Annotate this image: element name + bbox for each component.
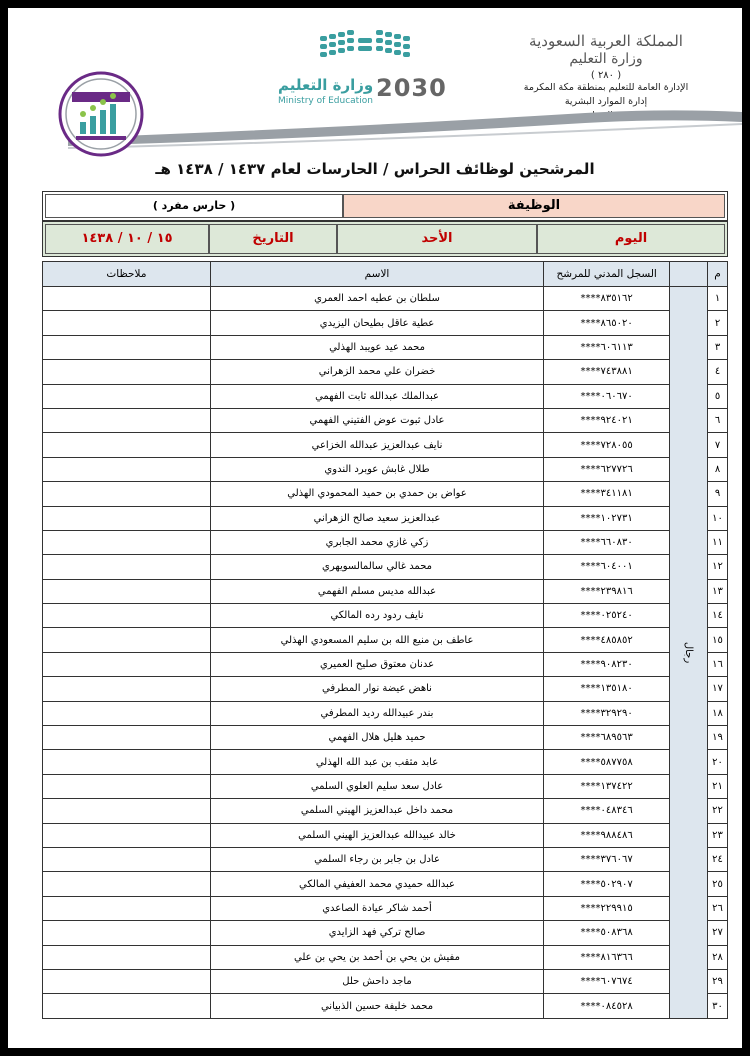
civil-id-cell: ****٣٢٩٢٩٠	[544, 701, 670, 725]
name-cell: خالد عبيدالله عبدالعزيز الهيني السلمي	[210, 823, 543, 847]
table-row	[43, 408, 728, 432]
name-cell: حميد هليل هلال الفهمي	[210, 726, 543, 750]
name-cell: عطية عاقل بطيحان اليزيدي	[210, 311, 543, 335]
job-info-row	[42, 191, 728, 221]
civil-id-cell: ****٥٨٧٧٥٨	[544, 750, 670, 774]
table-row	[43, 994, 728, 1018]
name-cell: خضران علي محمد الزهراني	[210, 360, 543, 384]
notes-cell	[43, 579, 211, 603]
name-cell: نايف عبدالعزيز عبدالله الخزاعي	[210, 433, 543, 457]
date-info-row	[42, 221, 728, 257]
civil-id-cell: ****٧٤٣٨٨١	[544, 360, 670, 384]
notes-cell	[43, 506, 211, 530]
name-cell: محمد داخل عبدالعزيز الهيني السلمي	[210, 799, 543, 823]
ministry-name: وزارة التعليم	[569, 51, 643, 67]
table-row	[43, 872, 728, 896]
notes-cell	[43, 701, 211, 725]
notes-cell	[43, 482, 211, 506]
civil-id-cell: ****٣٤١١٨١	[544, 482, 670, 506]
name-cell: عواض بن حمدي بن حميد المحمودي الهذلي	[210, 482, 543, 506]
table-row	[43, 311, 728, 335]
civil-id-cell: ****٢٣٩٨١٦	[544, 579, 670, 603]
notes-cell	[43, 921, 211, 945]
row-number: ٣	[708, 335, 728, 359]
table-row	[43, 457, 728, 481]
table-row	[43, 604, 728, 628]
header-civil-id: السجل المدني للمرشح	[544, 262, 670, 287]
notes-cell	[43, 896, 211, 920]
row-number: ٢٣	[708, 823, 728, 847]
job-label: الوظيفة	[343, 194, 725, 218]
table-row	[43, 506, 728, 530]
row-number: ٢٤	[708, 847, 728, 871]
table-row	[43, 360, 728, 384]
row-number: ١٤	[708, 604, 728, 628]
row-number: ٨	[708, 457, 728, 481]
row-number: ١٢	[708, 555, 728, 579]
notes-cell	[43, 433, 211, 457]
notes-cell	[43, 652, 211, 676]
table-row	[43, 335, 728, 359]
row-number: ١٩	[708, 726, 728, 750]
table-row	[43, 701, 728, 725]
name-cell: عابد مثقب بن عبد الله الهذلي	[210, 750, 543, 774]
table-row	[43, 823, 728, 847]
row-number: ١١	[708, 530, 728, 554]
civil-id-cell: ****١٠٢٧٣١	[544, 506, 670, 530]
row-number: ٢٩	[708, 969, 728, 993]
name-cell: سلطان بن عطيه احمد العمري	[210, 287, 543, 311]
name-cell: مفيش بن يحي بن أحمد بن يحي بن علي	[210, 945, 543, 969]
candidates-table	[42, 261, 728, 1019]
ministry-of-education-logo	[268, 30, 448, 110]
table-row	[43, 945, 728, 969]
civil-id-cell: ****٨٦٥٠٢٠	[544, 311, 670, 335]
name-cell: عبدالملك عبدالله ثابت الفهمي	[210, 384, 543, 408]
table-row	[43, 579, 728, 603]
vision-2030-mark: 2030	[376, 74, 447, 102]
hr-department-logo	[58, 66, 144, 162]
row-number: ٥	[708, 384, 728, 408]
name-cell: محمد خليفة حسين الذبياني	[210, 994, 543, 1018]
notes-cell	[43, 799, 211, 823]
table-row	[43, 726, 728, 750]
department-line: إدارة الموارد البشرية	[564, 96, 648, 107]
civil-id-cell: ****٠٢٥٢٤٠	[544, 604, 670, 628]
civil-id-cell: ****٦٠٤٠٠١	[544, 555, 670, 579]
notes-cell	[43, 872, 211, 896]
civil-id-cell: ****٩٨٨٤٨٦	[544, 823, 670, 847]
document-page	[8, 8, 742, 1048]
document-number: ( ٢٨٠ )	[590, 70, 622, 81]
notes-cell	[43, 457, 211, 481]
row-number: ١٨	[708, 701, 728, 725]
name-cell: عبدالله حميدي محمد العفيفي المالكي	[210, 872, 543, 896]
civil-id-cell: ****٩٢٤٠٢١	[544, 408, 670, 432]
table-header-row	[43, 262, 728, 287]
civil-id-cell: ****٠٤٨٣٤٦	[544, 799, 670, 823]
row-number: ٢٦	[708, 896, 728, 920]
gender-label: رجال	[683, 641, 695, 664]
notes-cell	[43, 677, 211, 701]
table-row	[43, 969, 728, 993]
notes-cell	[43, 384, 211, 408]
row-number: ٢٨	[708, 945, 728, 969]
notes-cell	[43, 750, 211, 774]
row-number: ٣٠	[708, 994, 728, 1018]
table-body	[43, 287, 728, 1019]
table-row	[43, 433, 728, 457]
civil-id-cell: ****٦٢٧٧٢٦	[544, 457, 670, 481]
moe-english-name: Ministry of Education	[278, 96, 373, 106]
row-number: ٢٠	[708, 750, 728, 774]
name-cell: ماجد داحش حلل	[210, 969, 543, 993]
civil-id-cell: ****٨٣٥١٦٢	[544, 287, 670, 311]
directorate-line: الإدارة العامة للتعليم بمنطقة مكة المكرمة	[523, 82, 689, 93]
civil-id-cell: ****٠٦٠٦٧٠	[544, 384, 670, 408]
notes-cell	[43, 945, 211, 969]
header-name: الاسم	[210, 262, 543, 287]
table-row	[43, 530, 728, 554]
book-dots-icon	[320, 30, 412, 66]
civil-id-cell: ****٦٨٩٥٦٣	[544, 726, 670, 750]
notes-cell	[43, 311, 211, 335]
header-gender	[670, 262, 708, 287]
name-cell: أحمد شاكر عيادة الصاعدي	[210, 896, 543, 920]
notes-cell	[43, 604, 211, 628]
name-cell: زكي غازي محمد الجابري	[210, 530, 543, 554]
notes-cell	[43, 994, 211, 1018]
notes-cell	[43, 360, 211, 384]
notes-cell	[43, 628, 211, 652]
name-cell: عدنان معتوق صليح العميري	[210, 652, 543, 676]
row-number: ٢٧	[708, 921, 728, 945]
notes-cell	[43, 335, 211, 359]
row-number: ١٠	[708, 506, 728, 530]
civil-id-cell: ****٢٢٩٩١٥	[544, 896, 670, 920]
civil-id-cell: ****٧٢٨٠٥٥	[544, 433, 670, 457]
name-cell: عاطف بن منيع الله بن سليم المسعودي الهذلي	[210, 628, 543, 652]
civil-id-cell: ****٦٠٧٦٧٤	[544, 969, 670, 993]
name-cell: ناهض عيضة نوار المطرفي	[210, 677, 543, 701]
civil-id-cell: ****٥٠٨٣٦٨	[544, 921, 670, 945]
row-number: ١٥	[708, 628, 728, 652]
row-number: ٤	[708, 360, 728, 384]
table-row	[43, 628, 728, 652]
row-number: ٢٥	[708, 872, 728, 896]
kingdom-name: المملكة العربية السعودية	[529, 32, 683, 50]
row-number: ١٦	[708, 652, 728, 676]
name-cell: عادل سعد سليم العلوي السلمي	[210, 774, 543, 798]
notes-cell	[43, 823, 211, 847]
notes-cell	[43, 847, 211, 871]
name-cell: محمد غالي سالمالسويهري	[210, 555, 543, 579]
civil-id-cell: ****٥٠٢٩٠٧	[544, 872, 670, 896]
name-cell: صالح تركي فهد الزايدي	[210, 921, 543, 945]
gender-cell	[670, 287, 708, 1019]
name-cell: عادل ثبوت عوض الفتيني الفهمي	[210, 408, 543, 432]
name-cell: محمد عيد عويبد الهذلي	[210, 335, 543, 359]
row-number: ٢	[708, 311, 728, 335]
table-row	[43, 555, 728, 579]
page-title: المرشحين لوظائف الحراس / الحارسات لعام ١٤٣٧ / ١٤٣٨ هـ	[155, 160, 595, 178]
header-notes: ملاحظات	[43, 262, 211, 287]
header-number: م	[708, 262, 728, 287]
table-row	[43, 652, 728, 676]
row-number: ٢١	[708, 774, 728, 798]
notes-cell	[43, 555, 211, 579]
row-number: ٩	[708, 482, 728, 506]
date-value: ١٥ / ١٠ / ١٤٣٨	[45, 224, 209, 254]
notes-cell	[43, 774, 211, 798]
row-number: ١	[708, 287, 728, 311]
date-label: التاريخ	[209, 224, 337, 254]
table-row	[43, 287, 728, 311]
table-row	[43, 482, 728, 506]
notes-cell	[43, 969, 211, 993]
civil-id-cell: ****١٣٧٤٢٢	[544, 774, 670, 798]
row-number: ١٧	[708, 677, 728, 701]
notes-cell	[43, 530, 211, 554]
civil-id-cell: ****٠٨٤٥٢٨	[544, 994, 670, 1018]
name-cell: نايف ردود رده المالكي	[210, 604, 543, 628]
name-cell: عبدالله مديس مسلم الفهمي	[210, 579, 543, 603]
table-row	[43, 799, 728, 823]
day-label: اليوم	[537, 224, 725, 254]
row-number: ١٣	[708, 579, 728, 603]
notes-cell	[43, 726, 211, 750]
job-value: ( حارس مفرد )	[45, 194, 343, 218]
civil-id-cell: ****٩٠٨٢٣٠	[544, 652, 670, 676]
day-value: الأحد	[337, 224, 537, 254]
notes-cell	[43, 408, 211, 432]
row-number: ٧	[708, 433, 728, 457]
table-row	[43, 921, 728, 945]
table-row	[43, 750, 728, 774]
name-cell: عبدالعزيز سعيد صالح الزهراني	[210, 506, 543, 530]
table-row	[43, 896, 728, 920]
name-cell: عادل بن جابر بن رجاء السلمي	[210, 847, 543, 871]
table-row	[43, 774, 728, 798]
civil-id-cell: ****٦٠٦١١٣	[544, 335, 670, 359]
name-cell: طلال غابش عوبرد الندوي	[210, 457, 543, 481]
moe-arabic-name: وزارة التعليم	[278, 76, 374, 94]
table-row	[43, 847, 728, 871]
row-number: ٢٢	[708, 799, 728, 823]
civil-id-cell: ****١٣٥١٨٠	[544, 677, 670, 701]
notes-cell	[43, 287, 211, 311]
civil-id-cell: ****٦٦٠٨٣٠	[544, 530, 670, 554]
table-row	[43, 677, 728, 701]
name-cell: بندر عبيدالله رديد المطرفي	[210, 701, 543, 725]
civil-id-cell: ****٣٧٦٠٦٧	[544, 847, 670, 871]
civil-id-cell: ****٤٨٥٨٥٢	[544, 628, 670, 652]
table-row	[43, 384, 728, 408]
row-number: ٦	[708, 408, 728, 432]
civil-id-cell: ****٨١٦٣٦٦	[544, 945, 670, 969]
